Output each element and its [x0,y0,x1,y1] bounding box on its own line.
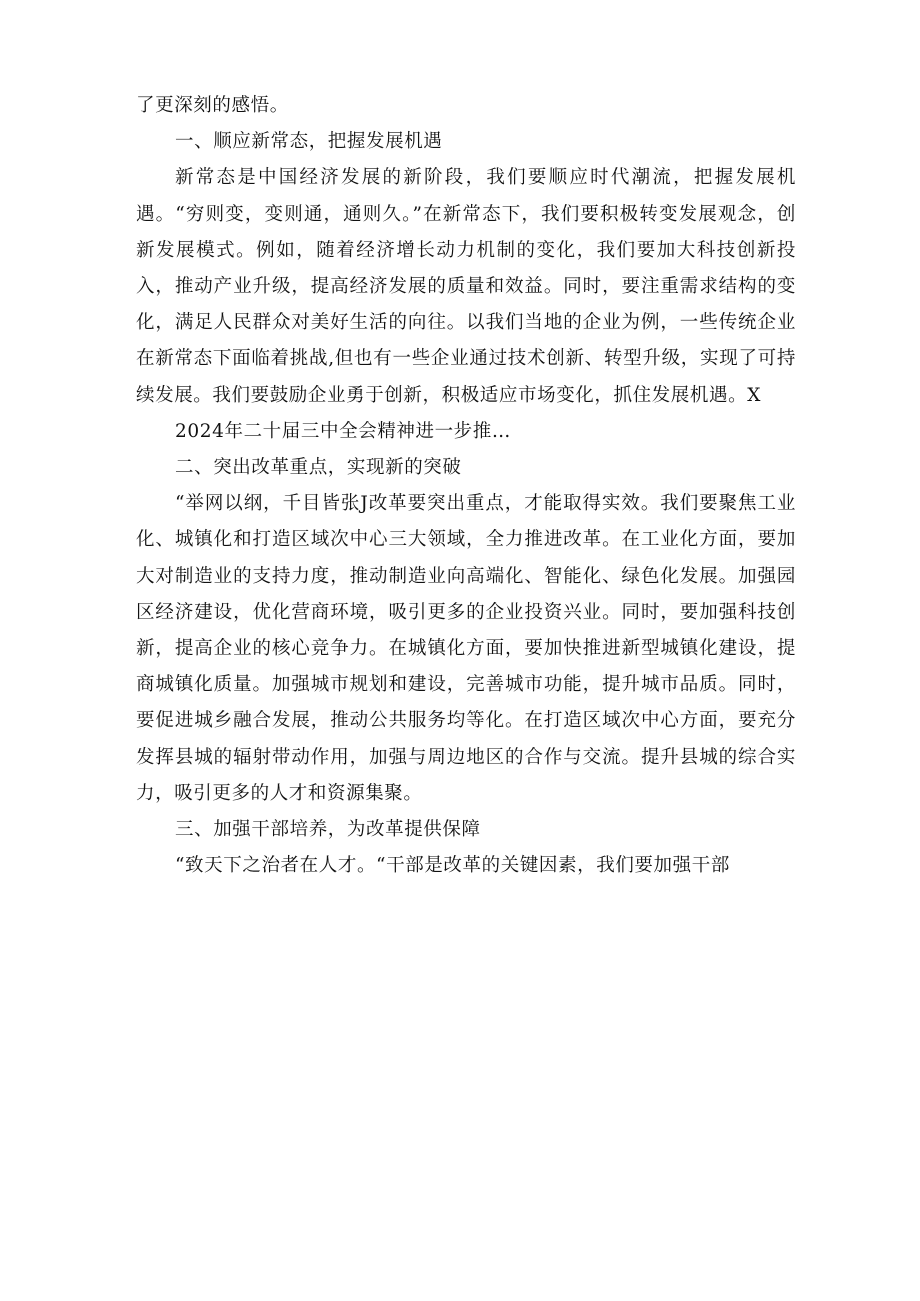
section2-body: “举网以纲，千目皆张J改革要突出重点，才能取得实效。我们要聚焦工业化、城镇化和打造区域次中心三大领域，全力推进改革。在工业化方面，要加大对制造业的支持力度，推动制造业向高端化、智能化、绿色化发展。加强园区经济建设，优化营商环境，吸引更多的企业投资兴业。同时，要加强科技创新，提高企业的核心竞争力。在城镇化方面，要加快推进新型城镇化建设，提商城镇化质量。加强城市规划和建设，完善城市功能，提升城市品质。同时，要促进城乡融合发展，推动公共服务均等化。在打造区域次中心方面，要充分发挥县城的辐射带动作用，加强与周边地区的合作与交流。提升县城的综合实力，吸引更多的人才和资源集聚。 [136,493,796,804]
section3-heading: 三、加强干部培养，为改革提供保障 [175,819,481,841]
document-page [136,88,796,884]
related-link-line[interactable]: 2024年二十届三中全会精神进一步推… [175,420,511,442]
intro-tail-paragraph: 了更深刻的感悟。 [136,95,289,116]
section1-heading: 一、顺应新常态，把握发展机遇 [175,131,443,153]
section2-heading: 二、突出改革重点，实现新的突破 [175,457,462,479]
section3-body: “致天下之治者在人才。“干部是改革的关键因素，我们要加强干部 [175,855,730,877]
section1-body: 新常态是中国经济发展的新阶段，我们要顺应时代潮流，把握发展机遇。“穷则变，变则通，通则久。”在新常态下，我们要积极转变发展观念，创新发展模式。例如，随着经济增长动力机制的变化，我们要加大科技创新投入，推动产业升级，提高经济发展的质量和效益。同时，要注重需求结构的变化，满足人民群众对美好生活的向往。以我们当地的企业为例，一些传统企业在新常态下面临着挑战,但也有一些企业通过技术创新、转型升级，实现了可持续发展。我们要鼓励企业勇于创新，积极适应市场变化，抓住发展机遇。X [136,167,796,406]
